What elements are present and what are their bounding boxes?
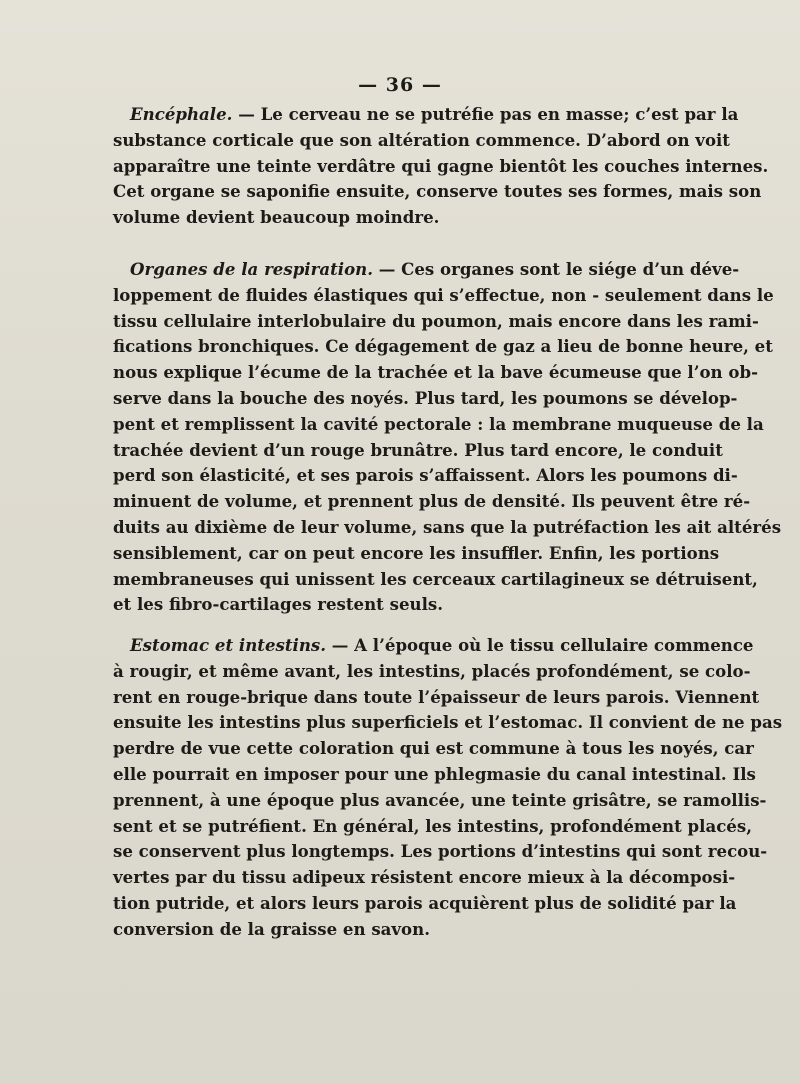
text-line: se conservent plus longtemps. Les portions d’intestins qui sont recou-: [113, 841, 768, 862]
text-line: sensiblement, car on peut encore les insuffler. Enfin, les portions: [113, 542, 720, 563]
paragraph-organes-respiration: [113, 257, 782, 618]
text-line: perd son élasticité, et ses parois s’affaissent. Alors les poumons di-: [113, 465, 738, 486]
text-line: Cet organe se saponifie ensuite, conserve toutes ses formes, mais son: [113, 181, 762, 202]
text-line: vertes par du tissu adipeux résistent encore mieux à la décomposi-: [113, 867, 736, 888]
paragraph-encephale: [113, 102, 769, 231]
paragraph-first-line: [113, 633, 754, 659]
text-line: prennent, à une époque plus avancée, une teinte grisâtre, se ramollis-: [113, 789, 767, 810]
text-line: trachée devient d’un rouge brunâtre. Plus tard encore, le conduit: [113, 439, 723, 460]
paragraph-estomac-intestins: [113, 633, 783, 943]
section-heading: Encéphale.: [130, 104, 233, 124]
text-line: fications bronchiques. Ce dégagement de gaz a lieu de bonne heure, et: [113, 336, 773, 357]
paragraph-first-line: [113, 102, 739, 128]
text-line: ensuite les intestins plus superficiels et l’estomac. Il convient de ne pas: [113, 712, 783, 733]
text-run: — Le cerveau ne se putréfie pas en masse; c’est par la: [232, 104, 739, 124]
text-line: membraneuses qui unissent les cerceaux cartilagineux se détruisent,: [113, 568, 758, 589]
text-line: elle pourrait en imposer pour une phlegmasie du canal intestinal. Ils: [113, 763, 756, 784]
paragraph-first-line: [113, 257, 740, 283]
text-line: sent et se putréfient. En général, les intestins, profondément placés,: [113, 815, 752, 836]
text-run: — Ces organes sont le siége d’un déve-: [372, 259, 740, 279]
text-line: rent en rouge-brique dans toute l’épaisseur de leurs parois. Viennent: [113, 686, 760, 707]
text-line: loppement de fluides élastiques qui s’effectue, non - seulement dans le: [113, 284, 774, 305]
text-run: — A l’époque où le tissu cellulaire commence: [326, 635, 754, 655]
text-line: duits au dixième de leur volume, sans que la putréfaction les ait altérés: [113, 516, 782, 537]
text-line: serve dans la bouche des noyés. Plus tard, les poumons se dévelop-: [113, 387, 738, 408]
text-line: apparaître une teinte verdâtre qui gagne bientôt les couches internes.: [113, 155, 769, 176]
text-line: tissu cellulaire interlobulaire du poumon, mais encore dans les rami-: [113, 310, 759, 331]
text-line: perdre de vue cette coloration qui est commune à tous les noyés, car: [113, 738, 754, 759]
text-line: pent et remplissent la cavité pectorale : la membrane muqueuse de la: [113, 413, 764, 434]
text-line: à rougir, et même avant, les intestins, placés profondément, se colo-: [113, 660, 751, 681]
text-line: conversion de la graisse en savon.: [113, 918, 430, 939]
text-line: minuent de volume, et prennent plus de densité. Ils peuvent être ré-: [113, 491, 751, 512]
section-heading: Estomac et intestins.: [130, 635, 326, 655]
text-line: substance corticale que son altération commence. D’abord on voit: [113, 129, 730, 150]
section-heading: Organes de la respiration.: [130, 259, 373, 279]
page-number: — 36 —: [358, 74, 442, 96]
text-line: tion putride, et alors leurs parois acquièrent plus de solidité par la: [113, 892, 737, 913]
text-line: nous explique l’écume de la trachée et la bave écumeuse que l’on ob-: [113, 362, 758, 383]
text-line: volume devient beaucoup moindre.: [113, 207, 440, 228]
text-line: et les fibro-cartilages restent seuls.: [113, 594, 444, 615]
